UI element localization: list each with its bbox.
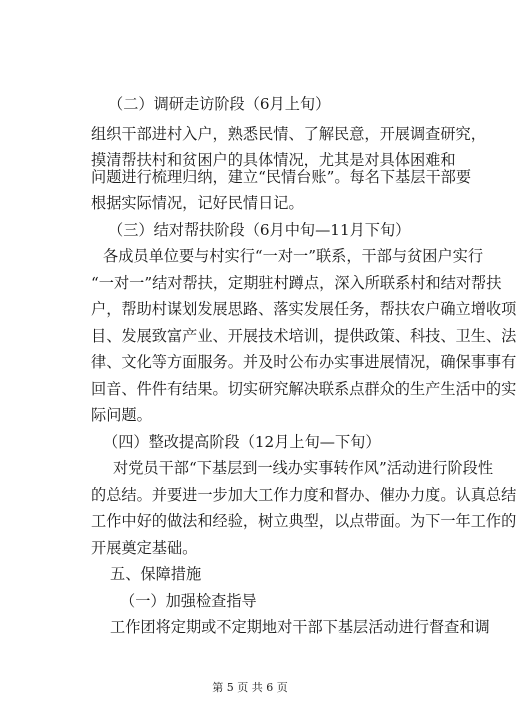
body-line: 问题进行梳理归纳，建立“民情台账”。每名下基层干部要: [91, 168, 472, 186]
body-line: 摸清帮扶村和贫困户的具体情况，尤其是对具体困难和: [91, 151, 456, 169]
body-line: 工作中好的做法和经验，树立典型，以点带面。为下一年工作的: [91, 512, 516, 530]
body-line: 回音、件件有结果。切实研究解决联系点群众的生产生活中的实: [91, 380, 516, 398]
body-line: 组织干部进村入户，熟悉民情、了解民意，开展调查研究，: [91, 125, 486, 143]
body-line: 开展奠定基础。: [91, 539, 198, 557]
subheading-pairing-phase: （三）结对帮扶阶段（6月中旬—11月下旬）: [108, 221, 411, 239]
page-number-footer: 第 5 页 共 6 页: [212, 681, 288, 694]
body-line: 律、文化等方面服务。并及时公布办实事进展情况，确保事事有: [91, 353, 516, 371]
body-line: 目、发展致富产业、开展技术培训，提供政策、科技、卫生、法: [91, 327, 516, 345]
subheading-research-phase: （二）调研走访阶段（6月上旬）: [108, 95, 331, 113]
body-line: 户，帮助村谋划发展思路、落实发展任务，帮扶农户确立增收项: [91, 300, 516, 318]
subheading-rectification-phase: （四）整改提高阶段（12月上旬—下旬）: [103, 433, 381, 451]
body-line: 际问题。: [91, 406, 152, 424]
body-line: 根据实际情况，记好民情日记。: [91, 194, 304, 212]
subheading-inspection-guidance: （一）加强检查指导: [120, 592, 257, 610]
body-line: “一对一”结对帮扶，定期驻村蹲点，深入所联系村和结对帮扶: [91, 274, 502, 292]
body-line: 工作团将定期或不定期地对干部下基层活动进行督查和调: [110, 618, 490, 636]
section-heading-safeguards: 五、保障措施: [110, 565, 202, 583]
body-line: 的总结。并要进一步加大工作力度和督办、催办力度。认真总结: [91, 486, 516, 504]
body-line: 对党员干部“下基层到一线办实事转作风”活动进行阶段性: [113, 459, 494, 477]
body-line: 各成员单位要与村实行“一对一”联系，干部与贫困户实行: [103, 247, 484, 265]
